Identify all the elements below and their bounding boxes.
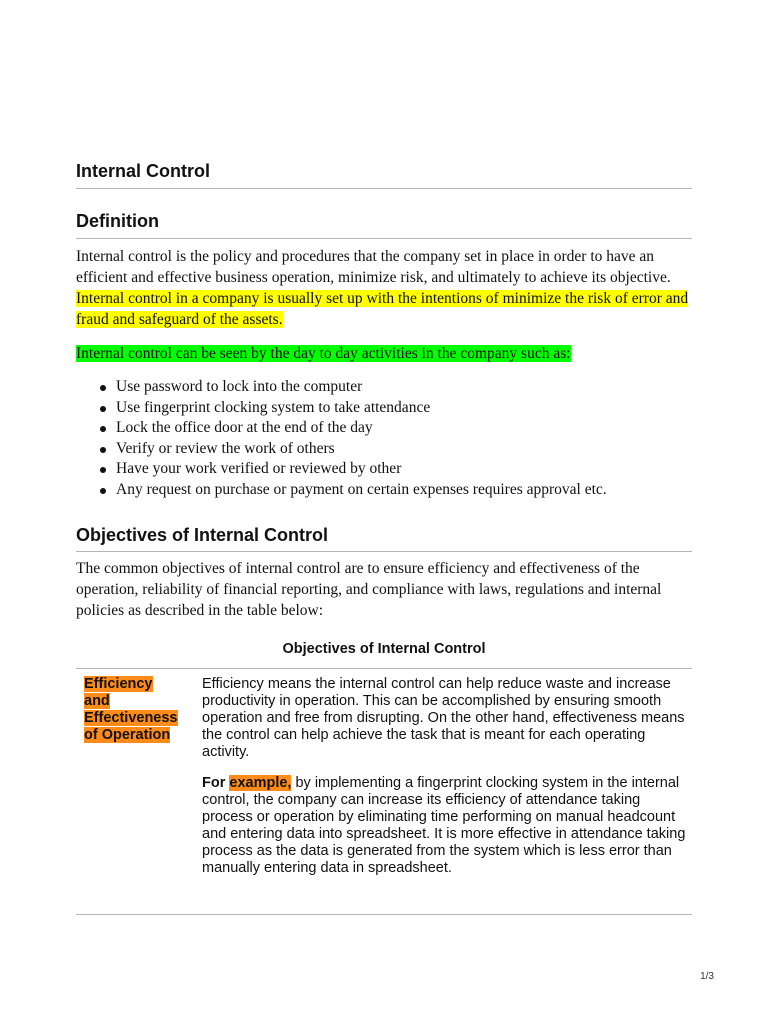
table-top-border [76, 668, 692, 669]
list-item: Verify or review the work of others [76, 439, 692, 460]
objective-label-line: Effectiveness [84, 710, 178, 726]
title-divider [76, 188, 692, 189]
list-item: Have your work verified or reviewed by other [76, 459, 692, 480]
examples-list [76, 377, 692, 500]
objectives-intro: The common objectives of internal control are to ensure efficiency and effectiveness of the operation, reliability of financial reporting, and compliance with laws, regulations and internal policies as described in the table below: [76, 560, 662, 619]
definition-highlight: Internal control in a company is usually set up with the intentions of minimize the risk of error and fraud and safeguard of the assets. [76, 290, 689, 328]
table-caption: Objectives of Internal Control [282, 641, 486, 657]
example-for-label: For [202, 775, 230, 791]
list-item: Any request on purchase or payment on certain expenses requires approval etc. [76, 480, 692, 501]
definition-heading: Definition [76, 211, 159, 231]
examples-intro-paragraph [76, 343, 692, 364]
table-bottom-border [76, 914, 692, 915]
objective-label-line: Efficiency [84, 676, 153, 692]
page-title: Internal Control [76, 161, 210, 181]
list-item: Lock the office door at the end of the day [76, 418, 692, 439]
definition-text: Internal control is the policy and procedures that the company set in place in order to have an efficient and effective business operation, minimize risk, and ultimately to achieve its objective. [76, 248, 671, 286]
example-keyword: example, [229, 775, 292, 791]
definition-paragraph [76, 246, 692, 330]
objective-label-line: and [84, 693, 110, 709]
page-number: 1/3 [700, 971, 714, 982]
list-item: Use fingerprint clocking system to take attendance [76, 398, 692, 419]
example-text: by implementing a fingerprint clocking system in the internal control, the company can increase its efficiency of attendance taking process or operation by eliminating time performing on manual headcount and entering data into spreadsheet. It is more effective in attendance taking process as the data is generated from the system which is less error than manually entering data in spreadsheet. [202, 775, 686, 876]
objectives-divider [76, 551, 692, 552]
examples-intro: Internal control can be seen by the day to day activities in the company such as: [76, 345, 571, 362]
objective-description: Efficiency means the internal control can help reduce waste and increase productivity in operation. This can be accomplished by ensuring smooth operation and free from disrupting. On the other hand, effectiveness means the control can help achieve the task that is meant for each operating activity. [202, 676, 685, 760]
objective-example [202, 775, 690, 877]
objective-label-line: of Operation [84, 727, 171, 743]
list-item: Use password to lock into the computer [76, 377, 692, 398]
objective-label-cell [84, 676, 188, 744]
objectives-heading: Objectives of Internal Control [76, 525, 329, 545]
definition-divider [76, 238, 692, 239]
